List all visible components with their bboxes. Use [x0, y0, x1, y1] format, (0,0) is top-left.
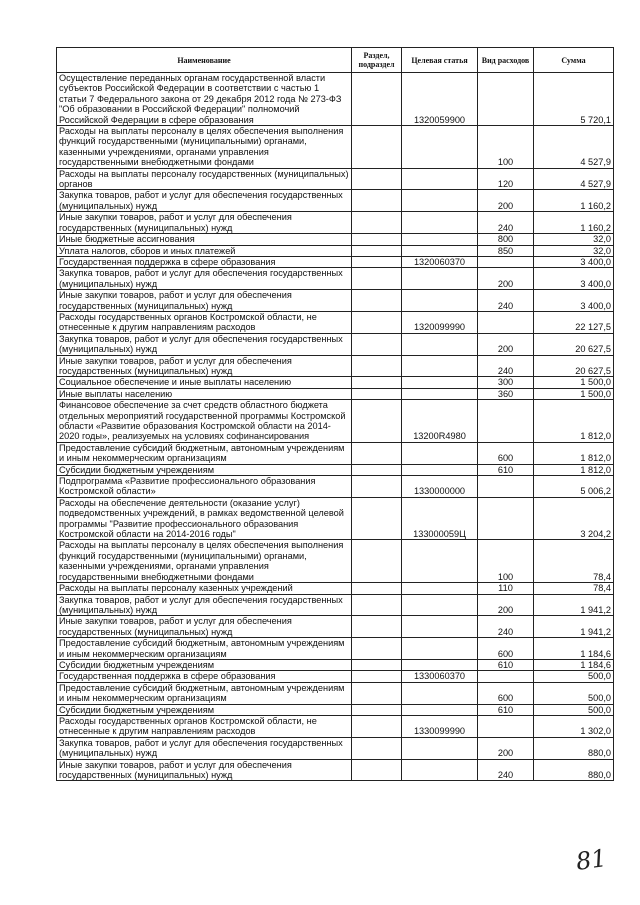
cell-target — [402, 355, 478, 377]
cell-kind: 120 — [478, 168, 534, 190]
cell-name: Осуществление переданных органам государственной власти субъектов Российской Федерации в соответствии с частью 1 статьи 7 Федерального закона от 29 декабря 2012 года № 273-ФЗ "Об образовании в Российской Федерации" полномочий Российской Федерации в сфере образования — [57, 73, 352, 126]
cell-sum: 20 627,5 — [534, 333, 614, 355]
cell-target — [402, 682, 478, 704]
cell-kind — [478, 256, 534, 267]
cell-kind: 610 — [478, 704, 534, 715]
table-row — [57, 245, 614, 256]
table-row — [57, 671, 614, 682]
cell-name: Иные закупки товаров, работ и услуг для обеспечения государственных (муниципальных) нужд — [57, 290, 352, 312]
table-row — [57, 594, 614, 616]
cell-target — [402, 168, 478, 190]
table-row — [57, 442, 614, 464]
cell-sum: 1 160,2 — [534, 190, 614, 212]
cell-sum: 1 160,2 — [534, 212, 614, 234]
cell-section — [352, 355, 402, 377]
table-row — [57, 377, 614, 388]
header-row — [57, 48, 614, 73]
cell-kind — [478, 476, 534, 498]
cell-name: Закупка товаров, работ и услуг для обеспечения государственных (муниципальных) нужд — [57, 333, 352, 355]
cell-kind: 200 — [478, 594, 534, 616]
cell-target — [402, 245, 478, 256]
cell-target: 1330060370 — [402, 671, 478, 682]
cell-section — [352, 212, 402, 234]
cell-name: Иные закупки товаров, работ и услуг для обеспечения государственных (муниципальных) нужд — [57, 212, 352, 234]
table-row — [57, 737, 614, 759]
cell-section — [352, 737, 402, 759]
table-row — [57, 476, 614, 498]
cell-name: Иные бюджетные ассигнования — [57, 234, 352, 245]
cell-sum: 1 941,2 — [534, 594, 614, 616]
cell-name: Предоставление субсидий бюджетным, автономным учреждениям и иным некоммерческим организациям — [57, 638, 352, 660]
cell-sum: 1 184,6 — [534, 638, 614, 660]
cell-target — [402, 659, 478, 670]
cell-sum: 3 204,2 — [534, 497, 614, 540]
table-row — [57, 168, 614, 190]
cell-sum: 500,0 — [534, 704, 614, 715]
cell-kind: 240 — [478, 616, 534, 638]
cell-section — [352, 268, 402, 290]
cell-target: 1320059900 — [402, 73, 478, 126]
cell-sum: 3 400,0 — [534, 268, 614, 290]
cell-sum: 3 400,0 — [534, 290, 614, 312]
cell-name: Подпрограмма «Развитие профессионального образования Костромской области» — [57, 476, 352, 498]
cell-sum: 5 720,1 — [534, 73, 614, 126]
cell-sum: 1 500,0 — [534, 377, 614, 388]
cell-name: Субсидии бюджетным учреждениям — [57, 704, 352, 715]
page-number: 81 — [574, 844, 609, 876]
cell-section — [352, 540, 402, 583]
cell-kind: 800 — [478, 234, 534, 245]
cell-section — [352, 476, 402, 498]
table-row — [57, 126, 614, 169]
table-row — [57, 268, 614, 290]
cell-section — [352, 715, 402, 737]
cell-target: 13200R4980 — [402, 400, 478, 443]
cell-section — [352, 256, 402, 267]
cell-kind — [478, 715, 534, 737]
cell-section — [352, 400, 402, 443]
table-row — [57, 355, 614, 377]
table-row — [57, 256, 614, 267]
cell-kind: 200 — [478, 737, 534, 759]
cell-sum: 78,4 — [534, 540, 614, 583]
cell-kind: 110 — [478, 583, 534, 594]
cell-section — [352, 659, 402, 670]
cell-name: Субсидии бюджетным учреждениям — [57, 464, 352, 475]
cell-target: 1330000000 — [402, 476, 478, 498]
table-row — [57, 715, 614, 737]
cell-sum: 1 302,0 — [534, 715, 614, 737]
cell-sum: 1 941,2 — [534, 616, 614, 638]
cell-target — [402, 594, 478, 616]
cell-target — [402, 126, 478, 169]
table-row — [57, 638, 614, 660]
cell-kind: 240 — [478, 290, 534, 312]
budget-table — [56, 47, 614, 781]
cell-name: Иные выплаты населению — [57, 388, 352, 399]
cell-sum: 5 006,2 — [534, 476, 614, 498]
cell-sum: 1 812,0 — [534, 400, 614, 443]
table-row — [57, 540, 614, 583]
cell-target — [402, 638, 478, 660]
table-row — [57, 190, 614, 212]
cell-kind: 600 — [478, 442, 534, 464]
cell-name: Расходы на выплаты персоналу казенных учреждений — [57, 583, 352, 594]
cell-section — [352, 671, 402, 682]
cell-sum: 22 127,5 — [534, 311, 614, 333]
cell-section — [352, 638, 402, 660]
cell-sum: 32,0 — [534, 245, 614, 256]
cell-target — [402, 616, 478, 638]
header-sum: Сумма — [534, 48, 614, 73]
table-row — [57, 73, 614, 126]
cell-target — [402, 583, 478, 594]
cell-target — [402, 234, 478, 245]
cell-name: Иные закупки товаров, работ и услуг для обеспечения государственных (муниципальных) нужд — [57, 355, 352, 377]
cell-target: 1320060370 — [402, 256, 478, 267]
cell-section — [352, 333, 402, 355]
cell-kind: 360 — [478, 388, 534, 399]
header-kind: Вид расходов — [478, 48, 534, 73]
cell-target — [402, 377, 478, 388]
table-row — [57, 616, 614, 638]
header-target: Целевая статья — [402, 48, 478, 73]
cell-name: Закупка товаров, работ и услуг для обеспечения государственных (муниципальных) нужд — [57, 190, 352, 212]
cell-sum: 880,0 — [534, 759, 614, 781]
cell-kind: 200 — [478, 190, 534, 212]
cell-section — [352, 73, 402, 126]
cell-name: Расходы государственных органов Костромской области, не отнесенные к другим направлениям расходов — [57, 715, 352, 737]
cell-sum: 880,0 — [534, 737, 614, 759]
cell-name: Закупка товаров, работ и услуг для обеспечения государственных (муниципальных) нужд — [57, 737, 352, 759]
table-row — [57, 682, 614, 704]
cell-section — [352, 126, 402, 169]
cell-kind — [478, 311, 534, 333]
cell-name: Финансовое обеспечение за счет средств областного бюджета отдельных мероприятий государственной программы Костромской области «Развитие образования Костромской области на 2014-2020 годы», реализуемых на условиях софинансирования — [57, 400, 352, 443]
cell-kind: 100 — [478, 126, 534, 169]
cell-section — [352, 168, 402, 190]
cell-name: Предоставление субсидий бюджетным, автономным учреждениям и иным некоммерческим организациям — [57, 682, 352, 704]
cell-name: Социальное обеспечение и иные выплаты населению — [57, 377, 352, 388]
cell-name: Уплата налогов, сборов и иных платежей — [57, 245, 352, 256]
cell-section — [352, 234, 402, 245]
cell-kind — [478, 400, 534, 443]
cell-section — [352, 682, 402, 704]
cell-target — [402, 540, 478, 583]
cell-name: Иные закупки товаров, работ и услуг для обеспечения государственных (муниципальных) нужд — [57, 616, 352, 638]
cell-section — [352, 311, 402, 333]
cell-section — [352, 759, 402, 781]
table-row — [57, 311, 614, 333]
cell-kind: 200 — [478, 333, 534, 355]
cell-name: Расходы на выплаты персоналу в целях обеспечения выполнения функций государственными (муниципальными) органами, казенными учреждениями, органами управления государственными внебюджетными фондами — [57, 126, 352, 169]
cell-section — [352, 583, 402, 594]
cell-section — [352, 616, 402, 638]
cell-name: Предоставление субсидий бюджетным, автономным учреждениям и иным некоммерческим организациям — [57, 442, 352, 464]
cell-target — [402, 464, 478, 475]
cell-name: Субсидии бюджетным учреждениям — [57, 659, 352, 670]
cell-section — [352, 377, 402, 388]
cell-name: Расходы государственных органов Костромской области, не отнесенные к другим направлениям расходов — [57, 311, 352, 333]
cell-kind — [478, 497, 534, 540]
table-row — [57, 212, 614, 234]
cell-kind: 300 — [478, 377, 534, 388]
cell-name: Государственная поддержка в сфере образования — [57, 671, 352, 682]
header-section: Раздел, подраздел — [352, 48, 402, 73]
cell-sum: 1 812,0 — [534, 464, 614, 475]
table-row — [57, 583, 614, 594]
cell-section — [352, 497, 402, 540]
cell-kind: 240 — [478, 355, 534, 377]
cell-kind: 100 — [478, 540, 534, 583]
cell-kind: 240 — [478, 759, 534, 781]
cell-sum: 500,0 — [534, 682, 614, 704]
cell-kind: 600 — [478, 638, 534, 660]
cell-target — [402, 190, 478, 212]
cell-section — [352, 388, 402, 399]
cell-sum: 3 400,0 — [534, 256, 614, 267]
cell-name: Расходы на выплаты персоналу в целях обеспечения выполнения функций государственными (муниципальными) органами, казенными учреждениями, органами управления государственными внебюджетными фондами — [57, 540, 352, 583]
cell-sum: 1 812,0 — [534, 442, 614, 464]
cell-target: 133000059Ц — [402, 497, 478, 540]
cell-target — [402, 737, 478, 759]
cell-target — [402, 704, 478, 715]
cell-kind: 610 — [478, 659, 534, 670]
cell-sum: 78,4 — [534, 583, 614, 594]
budget-sheet — [56, 47, 613, 781]
cell-sum: 4 527,9 — [534, 126, 614, 169]
cell-sum: 500,0 — [534, 671, 614, 682]
cell-kind: 610 — [478, 464, 534, 475]
cell-target: 1320099990 — [402, 311, 478, 333]
cell-name: Расходы на обеспечение деятельности (оказание услуг) подведомственных учреждений, в рамках ведомственной целевой программы "Развитие профессионального образования Костромской области на 2014-2016 годы" — [57, 497, 352, 540]
cell-target — [402, 333, 478, 355]
cell-name: Закупка товаров, работ и услуг для обеспечения государственных (муниципальных) нужд — [57, 594, 352, 616]
table-body — [57, 73, 614, 781]
cell-target: 1330099990 — [402, 715, 478, 737]
cell-target — [402, 442, 478, 464]
cell-section — [352, 442, 402, 464]
cell-section — [352, 594, 402, 616]
table-row — [57, 234, 614, 245]
cell-sum: 1 500,0 — [534, 388, 614, 399]
cell-kind: 600 — [478, 682, 534, 704]
cell-target — [402, 212, 478, 234]
table-row — [57, 290, 614, 312]
cell-target — [402, 290, 478, 312]
table-row — [57, 400, 614, 443]
cell-section — [352, 464, 402, 475]
table-row — [57, 388, 614, 399]
cell-kind — [478, 671, 534, 682]
cell-name: Иные закупки товаров, работ и услуг для обеспечения государственных (муниципальных) нужд — [57, 759, 352, 781]
cell-section — [352, 245, 402, 256]
table-row — [57, 759, 614, 781]
cell-target — [402, 388, 478, 399]
cell-section — [352, 190, 402, 212]
table-row — [57, 333, 614, 355]
table-row — [57, 464, 614, 475]
cell-sum: 20 627,5 — [534, 355, 614, 377]
cell-target — [402, 268, 478, 290]
cell-target — [402, 759, 478, 781]
header-name: Наименование — [57, 48, 352, 73]
table-row — [57, 704, 614, 715]
cell-section — [352, 290, 402, 312]
cell-kind: 200 — [478, 268, 534, 290]
cell-name: Расходы на выплаты персоналу государственных (муниципальных) органов — [57, 168, 352, 190]
cell-sum: 32,0 — [534, 234, 614, 245]
cell-sum: 1 184,6 — [534, 659, 614, 670]
cell-kind — [478, 73, 534, 126]
table-row — [57, 497, 614, 540]
table-row — [57, 659, 614, 670]
cell-name: Закупка товаров, работ и услуг для обеспечения государственных (муниципальных) нужд — [57, 268, 352, 290]
cell-kind: 240 — [478, 212, 534, 234]
cell-sum: 4 527,9 — [534, 168, 614, 190]
cell-section — [352, 704, 402, 715]
cell-kind: 850 — [478, 245, 534, 256]
cell-name: Государственная поддержка в сфере образования — [57, 256, 352, 267]
